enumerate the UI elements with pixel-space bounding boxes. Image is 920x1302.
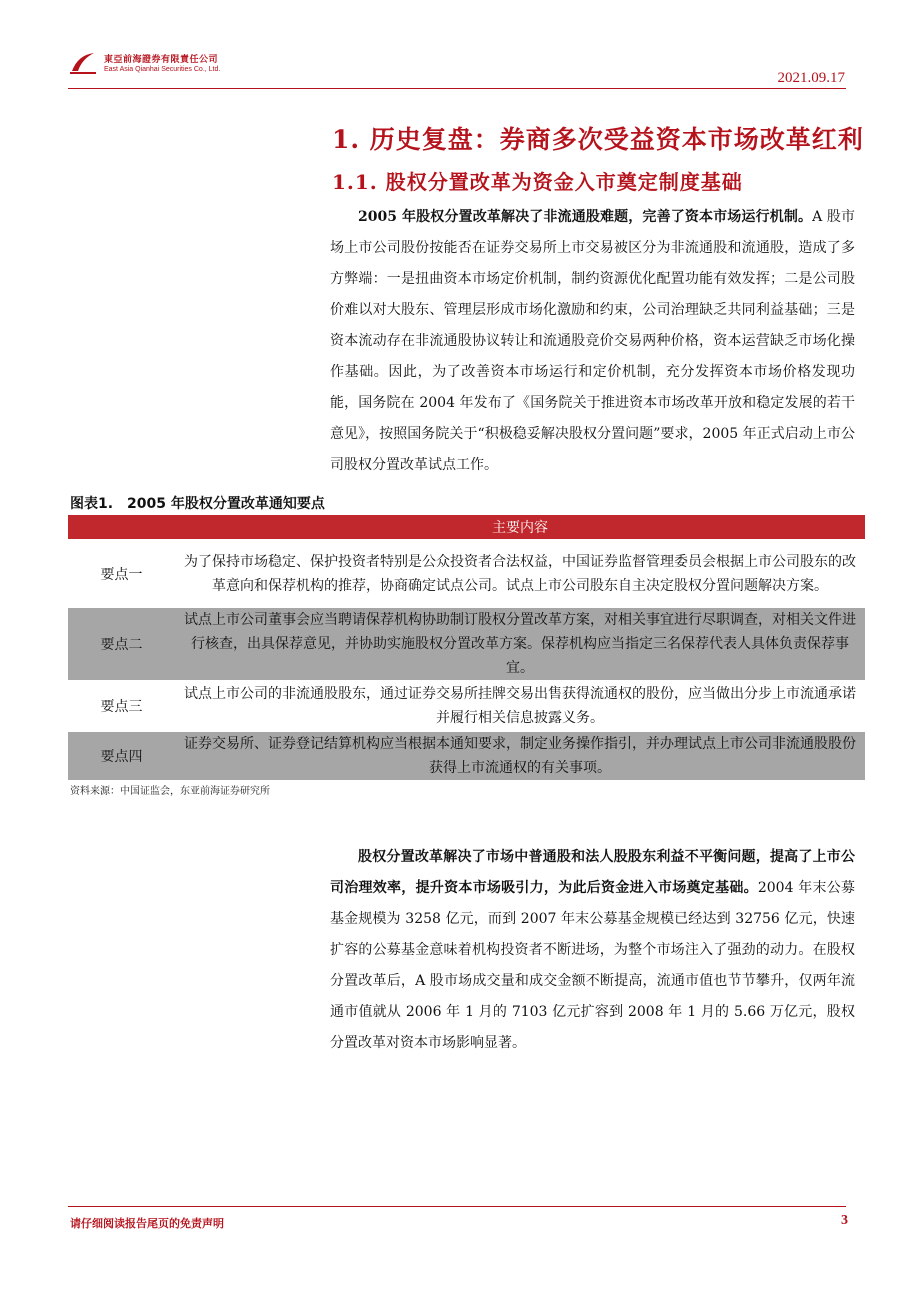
report-date: 2021.09.17 bbox=[777, 70, 845, 86]
section-heading-1-1: 1.1. 股权分置改革为资金入市奠定制度基础 bbox=[332, 170, 743, 194]
page-number: 3 bbox=[841, 1213, 848, 1228]
row-content: 试点上市公司的非流通股股东，通过证券交易所挂牌交易出售获得流通权的股份，应当做出分步上市流通承诺并履行相关信息披露义务。 bbox=[175, 680, 865, 732]
row-content: 证券交易所、证券登记结算机构应当根据本通知要求，制定业务操作指引，并办理试点上市公司非流通股股份获得上市流通权的有关事项。 bbox=[175, 732, 865, 780]
table-row bbox=[68, 732, 865, 780]
header-divider bbox=[68, 88, 846, 89]
paragraph-2-body: 2004 年末公募基金规模为 3258 亿元，而到 2007 年末公募基金规模已经达到 32756 亿元，快速扩容的公募基金意味着机构投资者不断进场，为整个市场注入了强劲的动力。在股权分置改革后，A 股市场成交量和成交金额不断提高，流通市值也节节攀升，仅两年流通市值就从 2006 年 1 月的 7103 亿元扩容到 2008 年 1 月的 5.66 万亿元，股权分置改革对资本市场影响显著。 bbox=[330, 880, 855, 1051]
company-name-en: East Asia Qianhai Securities Co., Ltd. bbox=[104, 66, 221, 73]
paragraph-1 bbox=[330, 202, 855, 481]
footer-divider bbox=[68, 1206, 846, 1207]
row-content: 为了保持市场稳定、保护投资者特别是公众投资者合法权益，中国证券监督管理委员会根据上市公司股东的改革意向和保荐机构的推荐，协商确定试点公司。试点上市公司股东自主决定股权分置问题解决方案。 bbox=[175, 539, 865, 608]
row-content: 试点上市公司董事会应当聘请保荐机构协助制订股权分置改革方案，对相关事宜进行尽职调查，对相关文件进行核查，出具保荐意见，并协助实施股权分置改革方案。保荐机构应当指定三名保荐代表人具体负责保荐事宜。 bbox=[175, 608, 865, 680]
company-name-cn: 東亞前海證券有限責任公司 bbox=[104, 55, 219, 65]
figure-table bbox=[68, 515, 865, 780]
table-header-content: 主要内容 bbox=[175, 515, 865, 539]
table-row bbox=[68, 680, 865, 732]
table-header-empty bbox=[68, 515, 175, 539]
table-header-row bbox=[68, 515, 865, 539]
row-label: 要点三 bbox=[68, 680, 175, 732]
company-logo-icon bbox=[68, 49, 98, 77]
table-row bbox=[68, 608, 865, 680]
table-row bbox=[68, 539, 865, 608]
row-label: 要点二 bbox=[68, 608, 175, 680]
row-label: 要点四 bbox=[68, 732, 175, 780]
paragraph-1-body: A 股市场上市公司股份按能否在证券交易所上市交易被区分为非流通股和流通股，造成了多方弊端：一是扭曲资本市场定价机制，制约资源优化配置功能有效发挥；二是公司股价难以对大股东、管理层形成市场化激励和约束，公司治理缺乏共同利益基础；三是资本流动存在非流通股协议转让和流通股竞价交易两种价格，资本运营缺乏市场化操作基础。因此，为了改善资本市场运行和定价机制，充分发挥资本市场价格发现功能，国务院在 2004 年发布了《国务院关于推进资本市场改革开放和稳定发展的若干意见》，按照国务院关于“积极稳妥解决股权分置问题”要求，2005 年正式启动上市公司股权分置改革试点工作。 bbox=[330, 209, 856, 473]
row-label: 要点一 bbox=[68, 539, 175, 608]
section-heading-1: 1. 历史复盘：券商多次受益资本市场改革红利 bbox=[332, 125, 864, 154]
paragraph-1-lead: 2005 年股权分置改革解决了非流通股难题，完善了资本市场运行机制。 bbox=[358, 209, 813, 225]
disclaimer-note: 请仔细阅读报告尾页的免责声明 bbox=[70, 1217, 224, 1230]
paragraph-2 bbox=[330, 842, 855, 1059]
figure-source: 资料来源：中国证监会，东亚前海证券研究所 bbox=[70, 786, 270, 797]
figure-title: 图表1. 2005 年股权分置改革通知要点 bbox=[70, 496, 325, 512]
paragraph-2-lead: 股权分置改革解决了市场中普通股和法人股股东利益不平衡问题，提高了上市公司治理效率，提升资本市场吸引力，为此后资金进入市场奠定基础。 bbox=[330, 849, 855, 896]
